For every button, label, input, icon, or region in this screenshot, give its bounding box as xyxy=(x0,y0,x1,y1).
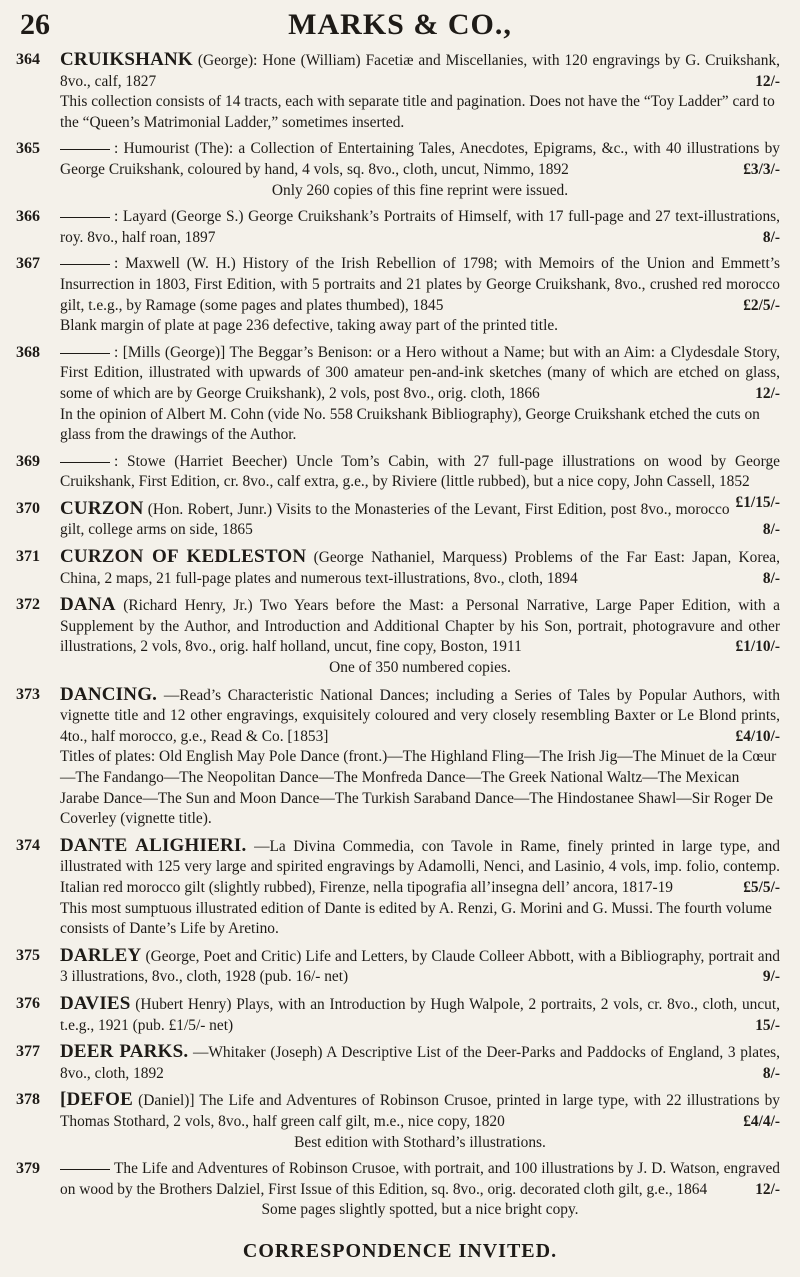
entry-text xyxy=(60,499,780,541)
catalogue-entry xyxy=(16,50,780,133)
entry-text xyxy=(60,207,780,248)
entry-price: £1/10/- xyxy=(735,638,780,656)
entry-note: Best edition with Stothard’s illustrations. xyxy=(294,1133,546,1151)
page-header xyxy=(20,8,780,48)
ditto-rule xyxy=(60,462,110,463)
entry-price: 8/- xyxy=(762,1064,780,1082)
entry-text xyxy=(60,946,780,988)
catalogue-entry xyxy=(16,1090,780,1153)
entry-text xyxy=(60,1090,780,1132)
catalogue-entry xyxy=(16,836,780,940)
entry-note: This collection consists of 14 tracts, each with separate title and pagination. Does not have the “Toy Ladder” card to the “Queen’s Matrimonial Ladder,” sometimes inserted. xyxy=(60,93,775,131)
entry-text xyxy=(60,994,780,1036)
entry-text xyxy=(60,547,780,589)
entry-description: : Stowe (Harriet Beecher) Uncle Tom’s Cabin, with 27 full-page illustrations on wood by George Cruikshank, First Edition, cr. 8vo., calf extra, g.e., by Riviere (little rubbed), but a nice copy, John Cassell, 1852 xyxy=(60,452,780,491)
entry-heading: [DEFOE xyxy=(60,1089,133,1111)
entry-description: : Layard (George S.) George Cruikshank’s Portraits of Himself, with 17 full-page and 27 text-illustrations, roy. 8vo., half roan, 1897 xyxy=(60,208,780,246)
catalogue-entry xyxy=(16,547,780,589)
entry-price: £2/5/- xyxy=(743,296,780,314)
entry-number: 374 xyxy=(16,836,40,854)
entry-description: —La Divina Commedia, con Tavole in Rame, finely printed in large type, and illustrated with 125 very large and spirited engravings by Adamolli, Nenci, and Lasinio, 4 vols, imp. folio, contemp. Italian red morocco gilt (slightly rubbed), Firenze, nella tipografia all’insegna dell’ ancora, 1817-19 xyxy=(60,837,780,896)
catalogue-entry xyxy=(16,139,780,201)
entry-number: 369 xyxy=(16,452,40,470)
entry-price: £5/5/- xyxy=(743,878,780,896)
entry-number: 375 xyxy=(16,946,40,964)
ditto-rule xyxy=(60,264,110,265)
catalogue-entry xyxy=(16,595,780,678)
entry-number: 368 xyxy=(16,343,40,361)
ditto-rule xyxy=(60,217,110,218)
entry-price: 12/- xyxy=(755,384,780,402)
catalogue-entry xyxy=(16,343,780,446)
entry-heading: DANA xyxy=(60,594,116,616)
entry-text xyxy=(60,685,780,748)
entry-note: In the opinion of Albert M. Cohn (vide No. 558 Cruikshank Bibliography), George Cruikshank etched the cuts on glass from the drawings of the Author. xyxy=(60,405,760,444)
entry-number: 377 xyxy=(16,1043,40,1061)
entry-heading: CURZON OF KEDLESTON xyxy=(60,546,307,568)
catalogue-entry xyxy=(16,499,780,541)
entry-description: —Whitaker (Joseph) A Descriptive List of the Deer-Parks and Paddocks of England, 3 plates, 8vo., cloth, 1892 xyxy=(60,1044,780,1082)
entry-price: 9/- xyxy=(762,968,780,986)
entry-text xyxy=(60,595,780,658)
catalogue-entries xyxy=(16,50,780,1227)
catalogue-entry xyxy=(16,1042,780,1084)
entry-note: This most sumptuous illustrated edition of Dante is edited by A. Renzi, G. Morini and G. Mussi. The fourth volume consists of Dante’s Life by Aretino. xyxy=(60,899,772,938)
entry-note: Only 260 copies of this fine reprint were issued. xyxy=(271,181,569,199)
entry-price: 8/- xyxy=(762,569,780,587)
entry-number: 376 xyxy=(16,994,40,1012)
entry-description: : Maxwell (W. H.) History of the Irish Rebellion of 1798; with Memoirs of the Union and Emmett’s Insurrection in 1803, First Edition, with 5 portraits and 21 plates by George Cruikshank, 8vo., crushed red morocco gilt, t.e.g., by Ramage (some pages and plates thumbed), 1845 xyxy=(60,255,780,314)
entry-heading: DAVIES xyxy=(60,992,131,1014)
entry-heading: DEER PARKS. xyxy=(60,1041,189,1063)
entry-description: : Humourist (The): a Collection of Entertaining Tales, Anecdotes, Epigrams, &c., with 40 illustrations by George Cruikshank, coloured by hand, 4 vols, sq. 8vo., cloth, uncut, Nimmo, 1892 xyxy=(60,140,780,178)
entry-heading: DANCING. xyxy=(60,683,158,705)
entry-description: : [Mills (George)] The Beggar’s Benison: or a Hero without a Name; but with an Aim: a Clydesdale Story, First Edition, illustrated with upwards of 300 amateur pen-and-ink sketches (many of which are etched on glass, some of which are by George Cruikshank), 2 vols, post 8vo., orig. cloth, 1866 xyxy=(60,343,780,402)
entry-price: 8/- xyxy=(762,228,780,246)
entry-number: 378 xyxy=(16,1091,40,1109)
entry-price: £1/15/- xyxy=(735,493,780,511)
entry-text xyxy=(60,254,780,316)
ditto-rule xyxy=(60,149,110,150)
entry-description: (George Nathaniel, Marquess) Problems of the Far East: Japan, Korea, China, 2 maps, 21 full-page plates and numerous text-illustrations, 8vo., cloth, 1894 xyxy=(60,549,780,587)
entry-number: 373 xyxy=(16,685,40,703)
running-head: MARKS & CO., xyxy=(288,8,512,41)
entry-number: 365 xyxy=(16,140,40,158)
entry-description: (Hon. Robert, Junr.) Visits to the Monasteries of the Levant, First Edition, post 8vo., morocco gilt, college arms on side, 1865 xyxy=(60,500,730,539)
entry-text xyxy=(60,139,780,180)
entry-number: 366 xyxy=(16,208,40,226)
entry-price: 8/- xyxy=(762,521,780,539)
entry-number: 370 xyxy=(16,499,40,517)
catalogue-entry xyxy=(16,946,780,988)
entry-number: 372 xyxy=(16,596,40,614)
entry-heading: DANTE ALIGHIERI. xyxy=(60,834,247,856)
entry-note: Titles of plates: Old English May Pole Dance (front.)—The Highland Fling—The Irish Jig—The Minuet de la Cœur—The Fandango—The Neopolitan Dance—The Monfreda Dance—The Greek National Waltz—The Mexican Jarabe Dance—The Sun and Moon Dance—The Turkish Saraband Dance—The Hindostanee Shawl—Sir Roger De Coverley (vignette title). xyxy=(60,748,777,828)
entry-text xyxy=(60,1159,780,1200)
entry-text xyxy=(60,836,780,899)
entry-price: 12/- xyxy=(755,72,780,90)
entry-number: 371 xyxy=(16,548,40,566)
entry-description: (Daniel)] The Life and Adventures of Robinson Crusoe, printed in large type, with 22 illustrations by Thomas Stothard, 2 vols, 8vo., half green calf gilt, m.e., nice copy, 1820 xyxy=(60,1092,780,1130)
entry-price: 15/- xyxy=(755,1016,780,1034)
entry-text xyxy=(60,343,780,405)
entry-note: One of 350 numbered copies. xyxy=(329,659,511,677)
entry-price: £4/4/- xyxy=(743,1112,780,1130)
entry-text xyxy=(60,1042,780,1084)
entry-description: —Read’s Characteristic National Dances; including a Series of Tales by Popular Authors, with vignette title and 12 other engravings, exquisitely coloured and very closely resembling Baxter or Le Blond prints, 4to., half morocco, g.e., Read & Co. [1853] xyxy=(60,686,780,745)
catalogue-entry xyxy=(16,254,780,336)
entry-number: 367 xyxy=(16,255,40,273)
entry-number: 364 xyxy=(16,51,40,68)
entry-heading: CURZON xyxy=(60,497,144,519)
entry-number: 379 xyxy=(16,1160,40,1178)
entry-description: (Richard Henry, Jr.) Two Years before the Mast: a Personal Narrative, Large Paper Edition, with a Supplement by the Author, and Introduction and Additional Chapter by his Son, portrait, photogravure and other illustrations, 2 vols, 8vo., orig. half holland, uncut, fine copy, Boston, 1911 xyxy=(60,597,780,656)
entry-price: £4/10/- xyxy=(735,727,780,745)
catalogue-entry xyxy=(16,685,780,830)
entry-price: £3/3/- xyxy=(743,160,780,178)
catalogue-entry xyxy=(16,207,780,248)
entry-description: (George): Hone (William) Facetiæ and Miscellanies, with 120 engravings by G. Cruikshank, 8vo., calf, 1827 xyxy=(60,52,780,90)
entry-description: The Life and Adventures of Robinson Crusoe, with portrait, and 100 illustrations by J. D. Watson, engraved on wood by the Brothers Dalziel, First Issue of this Edition, sq. 8vo., orig. decorated cloth gilt, g.e., 1864 xyxy=(60,1160,780,1198)
entry-note: Blank margin of plate at page 236 defective, taking away part of the printed title. xyxy=(60,317,559,335)
catalogue-entry xyxy=(16,1159,780,1221)
entry-note: Some pages slightly spotted, but a nice bright copy. xyxy=(261,1201,579,1219)
entry-description: (George, Poet and Critic) Life and Letters, by Claude Colleer Abbott, with a Bibliography, portrait and 3 illustrations, 8vo., cloth, 1928 (pub. 16/- net) xyxy=(60,947,780,986)
entry-text xyxy=(60,50,780,92)
entry-description: (Hubert Henry) Plays, with an Introduction by Hugh Walpole, 2 portraits, 2 vols, cr. 8vo., cloth, uncut, t.e.g., 1921 (pub. £1/5/- net) xyxy=(60,995,780,1034)
ditto-rule xyxy=(60,1169,110,1170)
entry-heading: DARLEY xyxy=(60,944,142,966)
entry-heading: CRUIKSHANK xyxy=(60,49,193,70)
ditto-rule xyxy=(60,353,110,354)
footer: CORRESPONDENCE INVITED. xyxy=(242,1240,558,1262)
entry-price: 12/- xyxy=(755,1180,780,1198)
catalogue-entry xyxy=(16,994,780,1036)
page-number: 26 xyxy=(20,8,50,41)
